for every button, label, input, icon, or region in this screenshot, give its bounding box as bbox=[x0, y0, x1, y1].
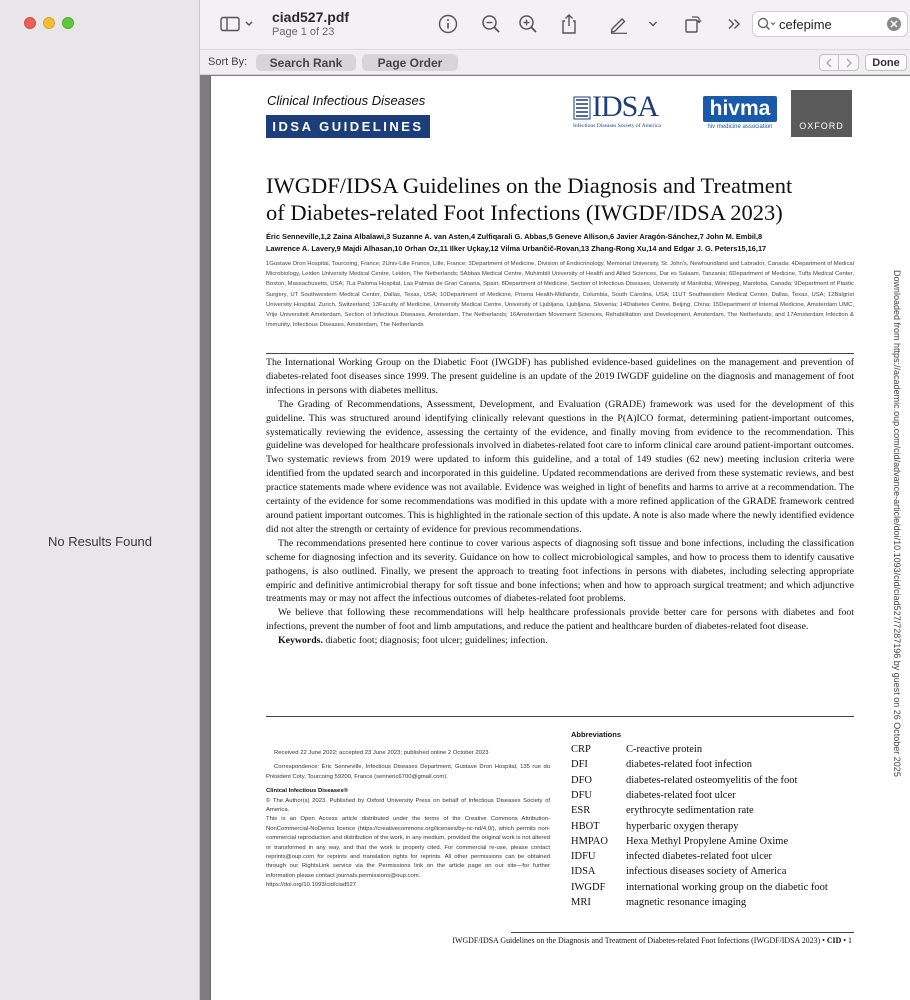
hivma-logo bbox=[703, 96, 777, 134]
abbreviation-term: CRP bbox=[571, 744, 591, 755]
abbreviation-term: DFO bbox=[571, 774, 593, 786]
minimize-window-button[interactable] bbox=[43, 17, 55, 29]
zoom-window-button[interactable] bbox=[62, 17, 74, 29]
abbreviation-term: IDFU bbox=[571, 851, 596, 863]
abbreviation-definition: international working group on the diabetic foot bbox=[626, 881, 828, 893]
page-indicator: Page 1 of 23 bbox=[272, 26, 335, 38]
sidebar-toggle-button[interactable] bbox=[218, 12, 258, 36]
abbreviation-definition: diabetes-related osteomyelitis of the foot bbox=[626, 774, 798, 786]
page-order-button[interactable]: Page Order bbox=[362, 54, 458, 71]
sidebar-icon bbox=[220, 16, 256, 32]
abbreviation-term: HBOT bbox=[571, 820, 600, 832]
abbreviation-definition: hyperbaric oxygen therapy bbox=[626, 820, 739, 832]
abbreviation-definition: magnetic resonance imaging bbox=[626, 897, 747, 908]
zoom-in-icon bbox=[518, 14, 538, 34]
info-button[interactable] bbox=[436, 12, 460, 36]
article-title-line-2: of Diabetes-related Foot Infections (IWGDF/IDSA 2023) bbox=[266, 200, 783, 225]
markup-button[interactable] bbox=[607, 12, 631, 36]
abstract-paragraph-1: The International Working Group on the Diabetic Foot (IWGDF) has published evidence-based guidelines on the management and prevention of diabetes-related foot diseases since 1999. The present guideline is an update of the 2019 IWGDF guideline on the diagnosis and management of foot infections in persons with diabetes mellitus. bbox=[266, 357, 854, 396]
abbreviation-definition: diabetes-related foot ulcer bbox=[626, 789, 736, 801]
abbreviation-term: DFU bbox=[571, 789, 593, 801]
article-title-line-1: IWGDF/IDSA Guidelines on the Diagnosis and Treatment bbox=[266, 173, 793, 198]
abstract-paragraph-4: We believe that following these recommendations will help healthcare professionals provide better care for persons with diabetes and foot infections, prevent the number of foot and limb amputations, and reduce the patient and healthcare burden of diabetes-related foot disease. bbox=[266, 607, 854, 633]
journal-footer-name: Clinical Infectious Diseases® bbox=[266, 788, 348, 795]
article-title bbox=[266, 172, 866, 226]
toolbar bbox=[200, 0, 910, 50]
search-field[interactable] bbox=[752, 11, 908, 37]
markup-menu-button[interactable] bbox=[646, 12, 660, 36]
abstract-bottom-rule bbox=[266, 716, 854, 717]
close-icon bbox=[890, 20, 898, 28]
zoom-out-button[interactable] bbox=[479, 12, 503, 36]
chevron-right-icon bbox=[845, 58, 853, 68]
received-dates: Received 22 June 2022; accepted 23 June 2023; published online 2 October 2023 bbox=[274, 750, 489, 756]
abbreviation-definition: C-reactive protein bbox=[626, 744, 703, 755]
footer-page-number: 1 bbox=[848, 936, 852, 945]
search-icon bbox=[757, 17, 777, 31]
pdf-page[interactable] bbox=[210, 76, 910, 1000]
author-list bbox=[266, 231, 856, 255]
idsa-subtitle: Infectious Diseases Society of America bbox=[573, 123, 661, 129]
hivma-subtitle: hiv medicine association bbox=[707, 124, 773, 130]
abbreviation-term: HMPAO bbox=[571, 835, 608, 847]
search-rank-button[interactable]: Search Rank bbox=[256, 54, 356, 71]
abbreviation-term: DFI bbox=[571, 759, 588, 771]
idsa-logo bbox=[573, 90, 697, 132]
idsa-wordmark: IDSA bbox=[592, 90, 659, 123]
journal-name: Clinical Infectious Diseases bbox=[267, 93, 426, 108]
zoom-in-button[interactable] bbox=[516, 12, 540, 36]
license-text: This is an Open Access article distributed under the terms of the Creative Commons Attribution-NonCommercial-NoDerivs licence (https://creativecommons.org/licenses/by-nc-nd/4.0/), which permits non-commercial reproduction and distribution of the work, in any medium, provided the original work is not altered or transformed in any way, and that the work is properly cited. For commercial re-use, please contact reprints@oup.com for reprints and translation rights for reprints. All other permissions can be obtained through our RightsLink service via the Permissions link on the article page on our site—for further information please contact journals.permissions@oup.com. bbox=[266, 816, 550, 879]
abbreviation-term: IWGDF bbox=[571, 881, 606, 893]
chevron-left-icon bbox=[825, 58, 833, 68]
abbreviation-definition: infectious diseases society of America bbox=[626, 866, 787, 878]
running-footer bbox=[452, 936, 852, 945]
share-icon bbox=[560, 13, 578, 35]
info-icon bbox=[438, 14, 458, 34]
abbreviation-definition: Hexa Methyl Propylene Amine Oxime bbox=[626, 835, 789, 847]
hivma-wordmark: hivma bbox=[703, 96, 777, 122]
chevron-down-icon bbox=[648, 20, 658, 28]
series-banner: IDSA GUIDELINES bbox=[266, 115, 430, 138]
next-result-button[interactable] bbox=[839, 54, 859, 71]
copyright: © The Author(s) 2023. Published by Oxford University Press on behalf of Infectious Diseases Society of America. bbox=[266, 797, 550, 814]
search-sort-bar bbox=[200, 50, 910, 75]
close-window-button[interactable] bbox=[24, 17, 36, 29]
rotate-icon bbox=[682, 14, 702, 34]
abstract-paragraph-2: The Grading of Recommendations, Assessment, Development, and Evaluation (GRADE) framework was used for the development of this guideline. This was structured around identifying clinically relevant questions in the P(A)ICO format, determining patient-important outcomes, systematically reviewing the evidence, assessing the certainty of the evidence, and finally moving from evidence to the recommendation. This guideline was developed for healthcare professionals involved in diabetes-related foot care to inform clinical care around patient-important outcomes. Two systematic reviews from 2019 were updated to inform this guideline, and a total of 149 studies (62 new) meeting inclusion criteria were identified from the updated search and incorporated in this guideline. Updated recommendations are derived from these systematic reviews, and best practice statements made where evidence was not available. Evidence was weighed in light of benefits and harms to arrive at a recommendation. The certainty of the evidence for some recommendations was modified in this update with a more refined application of the GRADE framework centred around patient important outcomes. This is highlighted in the rationale section of this update. A note is also made where the newly identified evidence did not alter the strength or certainty of evidence for previous recommendations. bbox=[266, 398, 854, 535]
clear-search-button[interactable] bbox=[887, 17, 901, 31]
more-tools-button[interactable] bbox=[724, 12, 744, 36]
running-footer-title: IWGDF/IDSA Guidelines on the Diagnosis and Treatment of Diabetes-related Foot Infections (IWGDF/IDSA 2023) bbox=[452, 936, 821, 945]
pen-icon bbox=[609, 14, 629, 34]
zoom-out-icon bbox=[481, 14, 501, 34]
article-notes bbox=[266, 749, 550, 891]
author-line-1: Éric Senneville,1,2 Zaina Albalawi,3 Suzanne A. van Asten,4 Zulfiqarali G. Abbas,5 Geneve Allison,6 Javier Aragón-Sánchez,7 John M. Embil,8 bbox=[266, 232, 763, 241]
abbreviation-definition: infected diabetes-related foot ulcer bbox=[626, 851, 773, 863]
rotate-button[interactable] bbox=[680, 12, 704, 36]
footer-separator: • bbox=[843, 936, 849, 945]
sidebar bbox=[0, 0, 200, 1000]
sort-by-label: Sort By: bbox=[208, 56, 248, 68]
done-button[interactable]: Done bbox=[865, 54, 907, 71]
abbreviations-title: Abbreviations bbox=[571, 730, 622, 739]
previous-result-button[interactable] bbox=[819, 54, 839, 71]
abstract-paragraph-3: The recommendations presented here continue to cover various aspects of diagnosing soft tissue and bone infections, including the classification scheme for diagnosing infection and its severity. Guidance on how to collect microbiological samples, and how to process them to identify causative pathogens, is also outlined. Finally, we present the approach to treating foot infections in persons with diabetes, including selecting appropriate empiric and definitive antimicrobial therapy for soft tissue and bone infections; when and how to approach surgical treatment; and which adjunctive treatments may or may not affect the infectious outcomes of diabetes-related foot problems. bbox=[266, 537, 854, 605]
correspondence: Correspondence: Éric Senneville, Infectious Diseases Department, Gustave Dron Hospital, 135 rue du Président Coty, Tourcoing 59200, France (senneric6700@gmail.com). bbox=[266, 764, 550, 780]
keywords-line bbox=[266, 634, 854, 648]
no-results-message: No Results Found bbox=[47, 534, 153, 549]
double-chevron-right-icon bbox=[727, 18, 741, 30]
author-line-2: Lawrence A. Lavery,9 Majdi Alhasan,10 Orhan Oz,11 Ilker Uçkay,12 Vilma Urbančič-Rovan,13 Zhang-Rong Xu,14 and Edgar J. G. Peters15,16,17 bbox=[266, 244, 767, 253]
oxford-logo: OXFORD bbox=[791, 90, 852, 137]
abbreviation-term: IDSA bbox=[571, 866, 596, 878]
search-input[interactable] bbox=[779, 16, 883, 33]
abbreviation-definition: diabetes-related foot infection bbox=[626, 759, 752, 771]
keywords-label: Keywords. bbox=[278, 635, 323, 647]
footer-journal: CID bbox=[826, 936, 842, 945]
abstract bbox=[266, 356, 854, 648]
footer-separator: • bbox=[822, 936, 827, 945]
abstract-top-rule bbox=[266, 353, 854, 354]
abbreviation-definition: erythrocyte sedimentation rate bbox=[626, 805, 754, 817]
keywords-text: diabetic foot; diagnosis; foot ulcer; guidelines; infection. bbox=[325, 635, 548, 647]
footer-rule bbox=[511, 932, 854, 933]
affiliations: 1Gustave Dron Hospital, Tourcoing, France; 2Univ-Lille France, Lille, France; 3Department of Medicine, Division of Endocrinology, Memorial University, St. John's, Newfoundland and Labrador, Canada; 4Department of Medical Microbiology, Leiden University Medical Centre, Leiden, The Netherlands; 5Abbas Medical Centre, Muhimbili University of Health and Allied Sciences, Dar es Salaam, Tanzania; 6Department of Medicine, Tufts Medical Center, Boston, Massachusetts, USA; 7La Paloma Hospital, Las Palmas de Gran Canaria, Spain; 8Department of Medicine, Section of Infectious Diseases, University of Manitoba, Winnipeg, Manitoba, Canada; 9Department of Plastic Surgery, UT Southwestern Medical Center, Dallas, Texas, USA; 10Department of Medicine, Prisma Health-Midlands, Columbia, South Carolina, USA; 11UT Southwestern Medical Center, Dallas, Texas, USA; 12Balgrist University Hospital, Zurich, Switzerland; 13Faculty of Medicine, University Medical Centre, University of Ljubljana, Ljubljana, Slovenia; 14Diabetes Centre, Beijing, China; 15Department of Internal Medicine, Amsterdam UMC, Vrije Universiteit Amsterdam, Section of Infectious Diseases, Amsterdam, The Netherlands; 16Amsterdam Movement Sciences, Rehabilitation and Development, Amsterdam, The Netherlands; and 17Amsterdam Infection & Immunity, Infectious Diseases, Amsterdam, The Netherlands bbox=[266, 261, 854, 329]
doi-link[interactable]: https://doi.org/10.1093/cid/ciad527 bbox=[266, 882, 357, 889]
idsa-emblem-icon bbox=[573, 96, 591, 120]
document-title: ciad527.pdf bbox=[272, 9, 350, 25]
abbreviation-term: MRI bbox=[571, 897, 591, 908]
download-watermark: Downloaded from https://academic.oup.com/cid/advance-article/doi/10.1093/cid/ciad527/7287196 by guest on 26 October 2025 bbox=[892, 270, 902, 777]
share-button[interactable] bbox=[557, 12, 581, 36]
abbreviation-term: ESR bbox=[571, 805, 591, 817]
